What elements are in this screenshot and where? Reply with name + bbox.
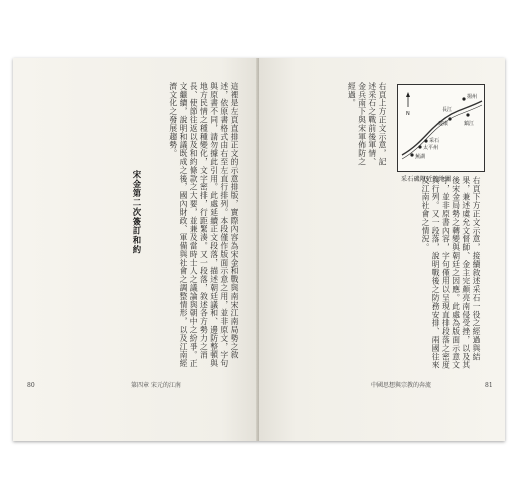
left-page-number: 80 bbox=[27, 382, 35, 389]
map-svg bbox=[398, 85, 484, 171]
label-river: 長江 bbox=[442, 107, 453, 113]
inset-map bbox=[397, 84, 485, 172]
label-caishi: 采石 bbox=[429, 138, 440, 144]
compass-label: N bbox=[406, 111, 410, 117]
city-marker-jiankang bbox=[448, 117, 451, 120]
city-marker-zhenjiang bbox=[466, 113, 469, 116]
left-page-body-placeholder: 這裡是左頁直排正文的示意排版，實際內容為宋金和戰與南宋江南局勢之敘述，依原書格式由右至左直行排列。本段僅作版面示意之用，並非原文，字句與原書不同，請勿據此引用。此處延續正文段落，描述朝廷議和、邊防整頓與地方民情之種種變化，文字密排，行距緊湊。又一段落，敘述各方勢力之消長、使節往返以及和約條款之大要，並兼及當時士人之議論與朝中之紛爭。正文繼續，說明和議既成之後，國內財政、軍備與社會之調整情形，以及江南經濟文化之發展趨勢。 bbox=[168, 82, 239, 368]
right-page-body-placeholder: 右頁下方正文示意，接續敘述采石一役之經過與結果，兼述虞允文督師、金主完顏亮南侵受挫，以及其後宋金局勢之轉變與朝廷之因應。此處為版面示意文字，並非原書內容，字句僅用以呈現直排段落之密度與行列。又一段落，說明戰後之防務安排、兩國往來及江南社會之情況。 bbox=[420, 176, 481, 370]
compass-icon bbox=[406, 92, 410, 117]
right-page-number: 81 bbox=[485, 382, 493, 389]
left-page bbox=[13, 58, 258, 441]
map-caption: 采石磯附近的地圖 bbox=[401, 176, 452, 183]
label-north-city: 揚州 bbox=[467, 94, 478, 100]
city-marker-taiping bbox=[418, 145, 421, 148]
city-marker-wuhu bbox=[410, 153, 413, 156]
right-page bbox=[259, 58, 505, 441]
river-bank bbox=[402, 105, 482, 159]
open-book bbox=[13, 58, 505, 441]
label-zhenjiang: 鎮江 bbox=[464, 121, 475, 127]
label-taiping: 太平州 bbox=[423, 145, 439, 151]
right-running-head: 中國思想與宗教的奔流 bbox=[371, 382, 432, 389]
left-running-head: 第四章 宋元的江南 bbox=[131, 382, 181, 389]
right-page-top-text-placeholder: 右頁上方正文示意，記述采石之戰前後軍情、金兵南下與宋軍佈防之經過。 bbox=[347, 82, 387, 166]
label-jiankang: 建康 bbox=[438, 121, 449, 127]
city-marker-north bbox=[462, 97, 465, 100]
city-marker-caishi bbox=[424, 139, 427, 142]
label-wuhu: 蕪湖 bbox=[415, 154, 426, 160]
section-heading: 宋金第二次簽訂和約 bbox=[132, 170, 142, 255]
